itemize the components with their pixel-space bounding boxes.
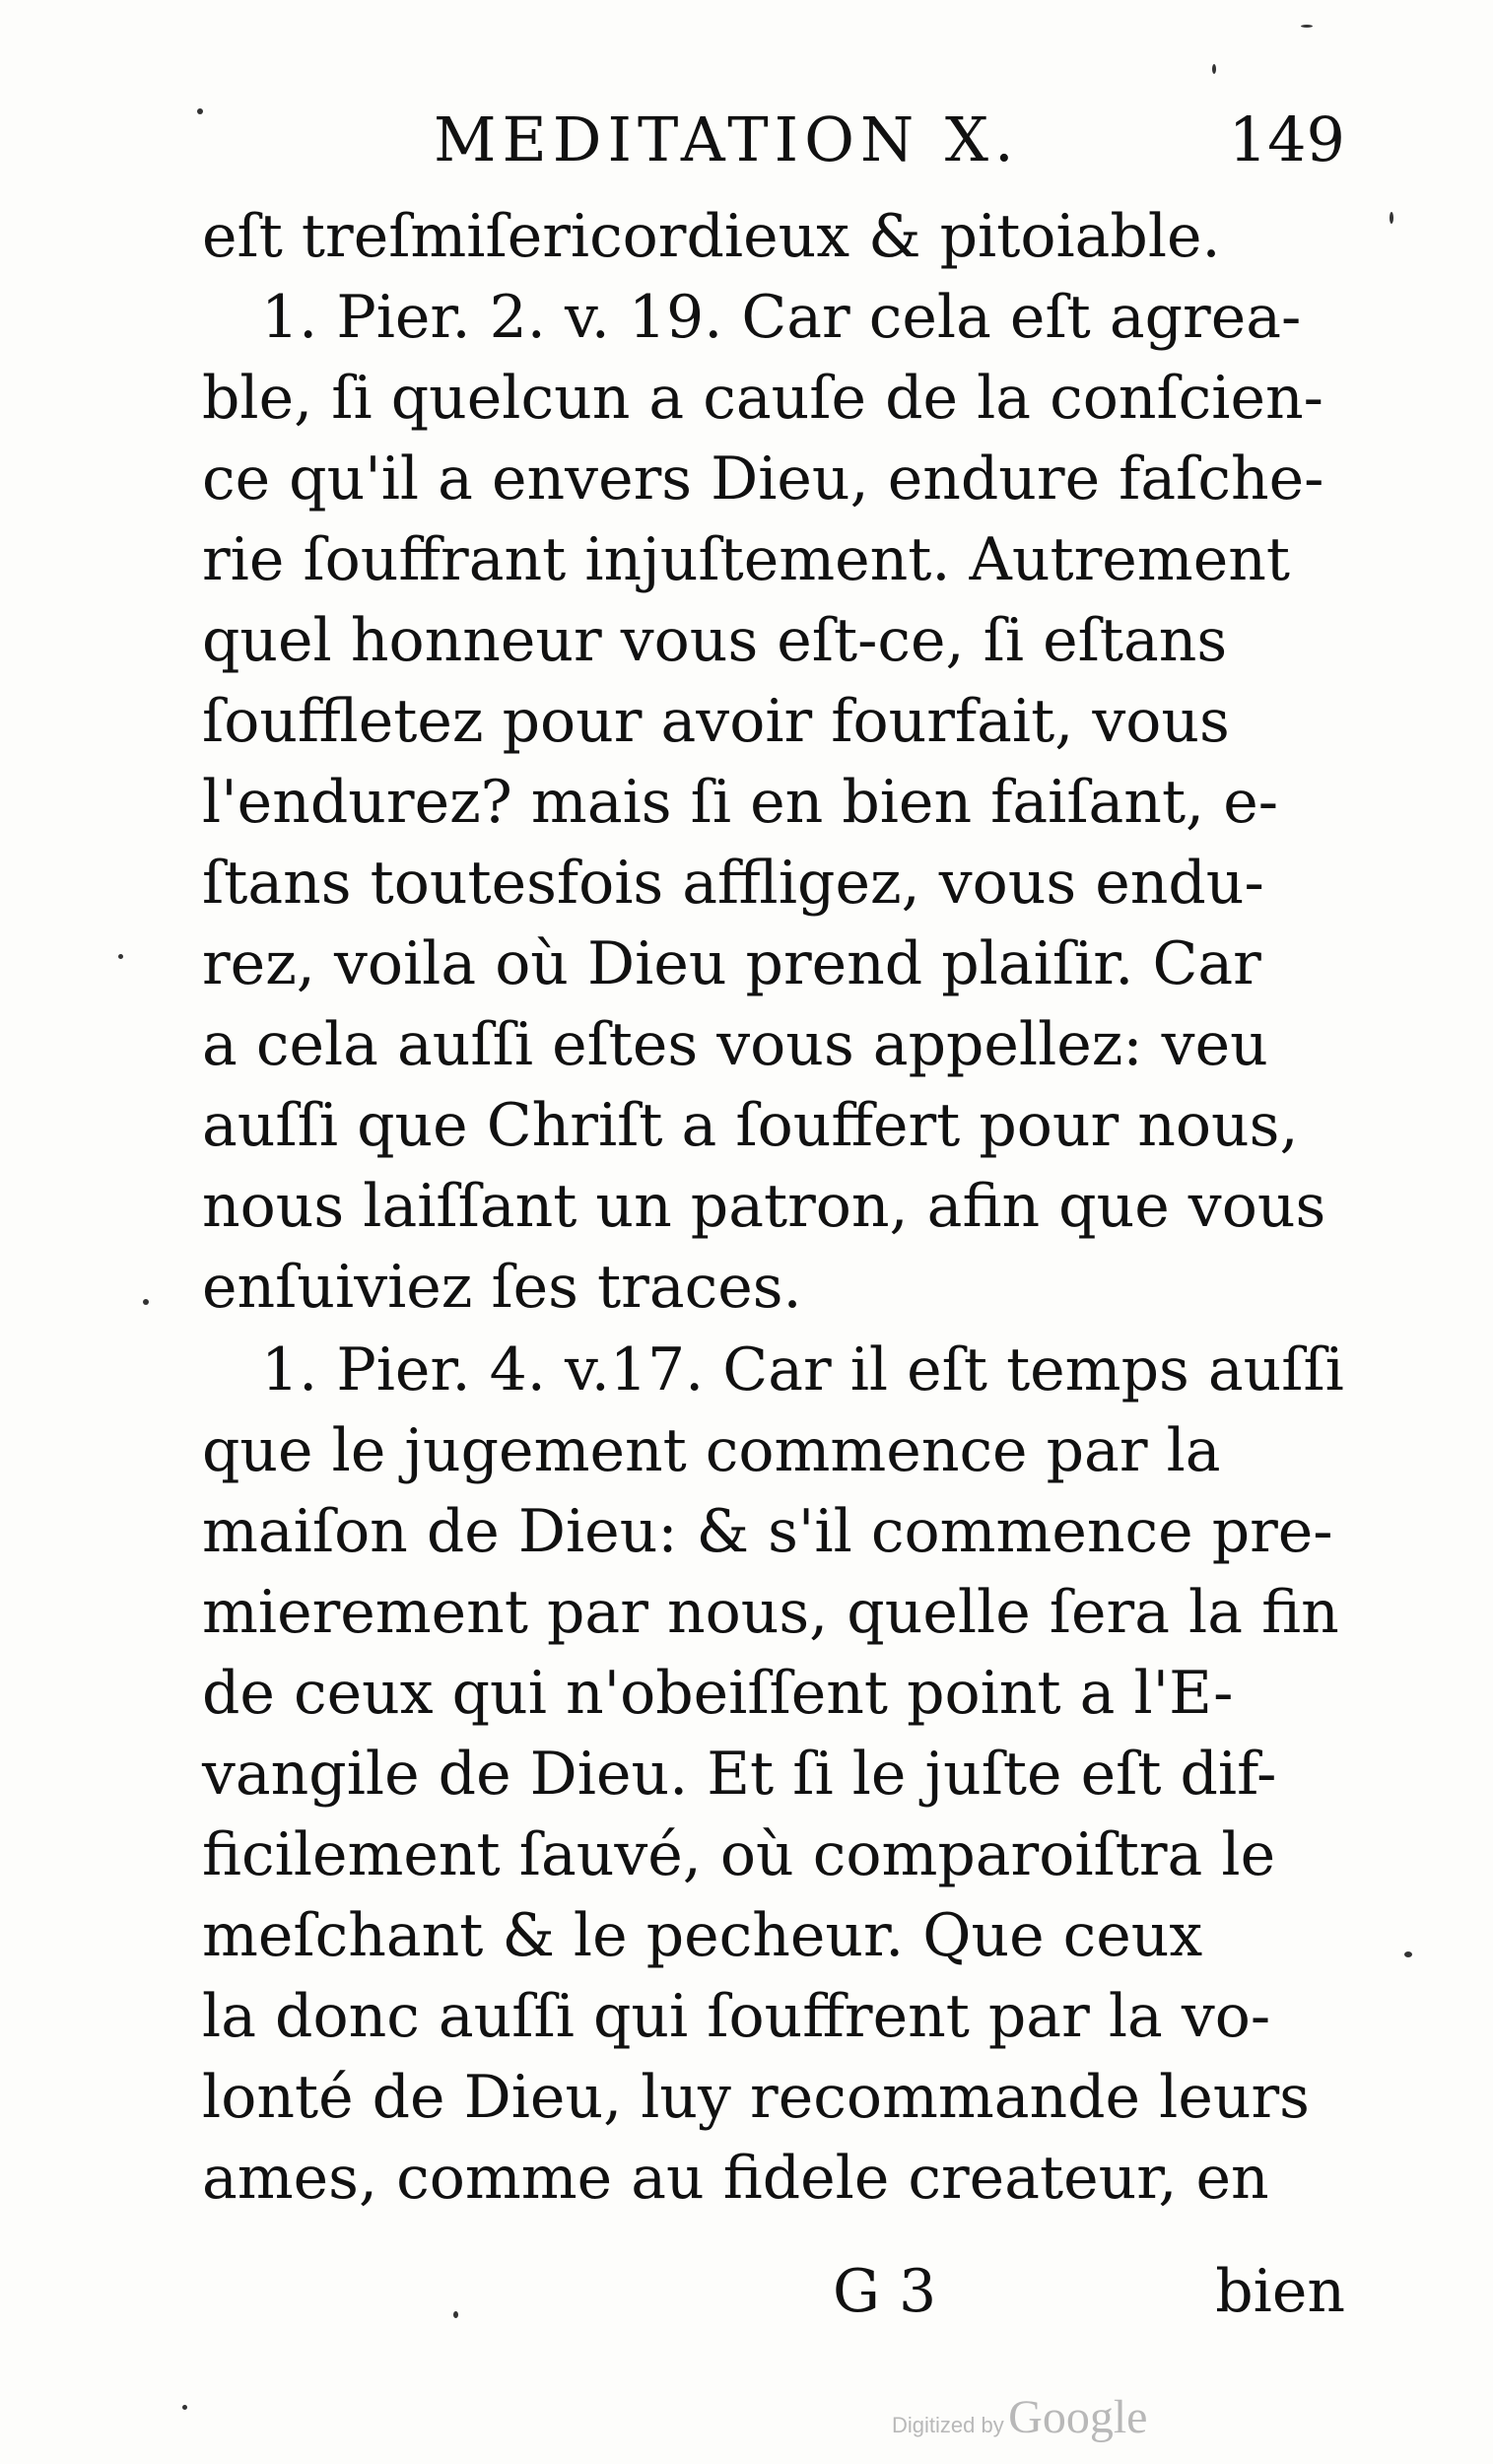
ink-speck: [182, 2405, 187, 2410]
ink-speck: [1212, 64, 1216, 74]
text-line: maiſon de Dieu: & s'il commence pre-: [202, 1497, 1333, 1566]
text-line: ble, ſi quelcun a cauſe de la conſcien-: [202, 364, 1323, 433]
text-line: mierement par nous, quelle ſera la fin: [202, 1578, 1339, 1647]
text-line: quel honneur vous eſt-ce, ſi eſtans: [202, 606, 1228, 675]
text-line: 1. Pier. 2. v. 19. Car cela eſt agrea-: [261, 283, 1302, 352]
text-line: meſchant & le pecheur. Que ceux: [202, 1901, 1203, 1970]
ink-speck: [143, 1299, 149, 1305]
running-title: MEDITATION X.: [434, 103, 1020, 175]
text-line: ſouffletez pour avoir fourfait, vous: [202, 687, 1230, 756]
text-line: lonté de Dieu, luy recommande leurs: [202, 2063, 1310, 2132]
text-line: la donc auſſi qui ſouffrent par la vo-: [202, 1982, 1271, 2051]
text-line: de ceux qui n'obeiſſent point a l'E-: [202, 1659, 1234, 1728]
page-footer: [202, 2257, 1345, 2336]
ink-speck: [1301, 25, 1313, 28]
watermark-prefix: Digitized by: [892, 2413, 1004, 2437]
signature-mark: G 3: [833, 2257, 937, 2326]
text-line: ficilement ſauvé, où comparoiſtra le: [202, 1820, 1276, 1889]
text-line: l'endurez? mais ſi en bien faiſant, e-: [202, 768, 1278, 837]
text-line: rez, voila où Dieu prend plaiſir. Car: [202, 929, 1261, 998]
text-line: auſſi que Chriſt a ſouffert pour nous,: [202, 1091, 1299, 1160]
text-line: ſtans toutesfois affligez, vous endu-: [202, 849, 1264, 918]
text-line: a cela auſſi eſtes vous appellez: veu: [202, 1010, 1268, 1079]
text-line: enſuiviez ſes traces.: [202, 1253, 802, 1322]
text-line: ce qu'il a envers Dieu, endure faſche-: [202, 445, 1324, 513]
digitized-watermark: [892, 2390, 1147, 2444]
ink-speck: [197, 108, 203, 114]
text-line: rie ſouffrant injuſtement. Autrement: [202, 525, 1290, 594]
text-line: que le jugement commence par la: [202, 1416, 1221, 1485]
ink-speck: [118, 954, 123, 959]
ink-speck: [1390, 212, 1393, 224]
watermark-brand: Google: [1008, 2391, 1148, 2443]
text-line: vangile de Dieu. Et ſi le juſte eſt dif-: [202, 1740, 1277, 1809]
catchword: bien: [1215, 2257, 1345, 2326]
ink-speck: [453, 2311, 458, 2318]
text-line: ames, comme au fidele createur, en: [202, 2144, 1269, 2213]
text-line: 1. Pier. 4. v.17. Car il eſt temps auſſi: [261, 1335, 1344, 1404]
page-number: 149: [1228, 103, 1345, 175]
page-header: [202, 103, 1345, 182]
ink-speck: [1404, 1951, 1412, 1957]
text-line: eſt treſmiſericordieux & pitoiable.: [202, 202, 1221, 271]
text-line: nous laiſſant un patron, afin que vous: [202, 1172, 1326, 1241]
